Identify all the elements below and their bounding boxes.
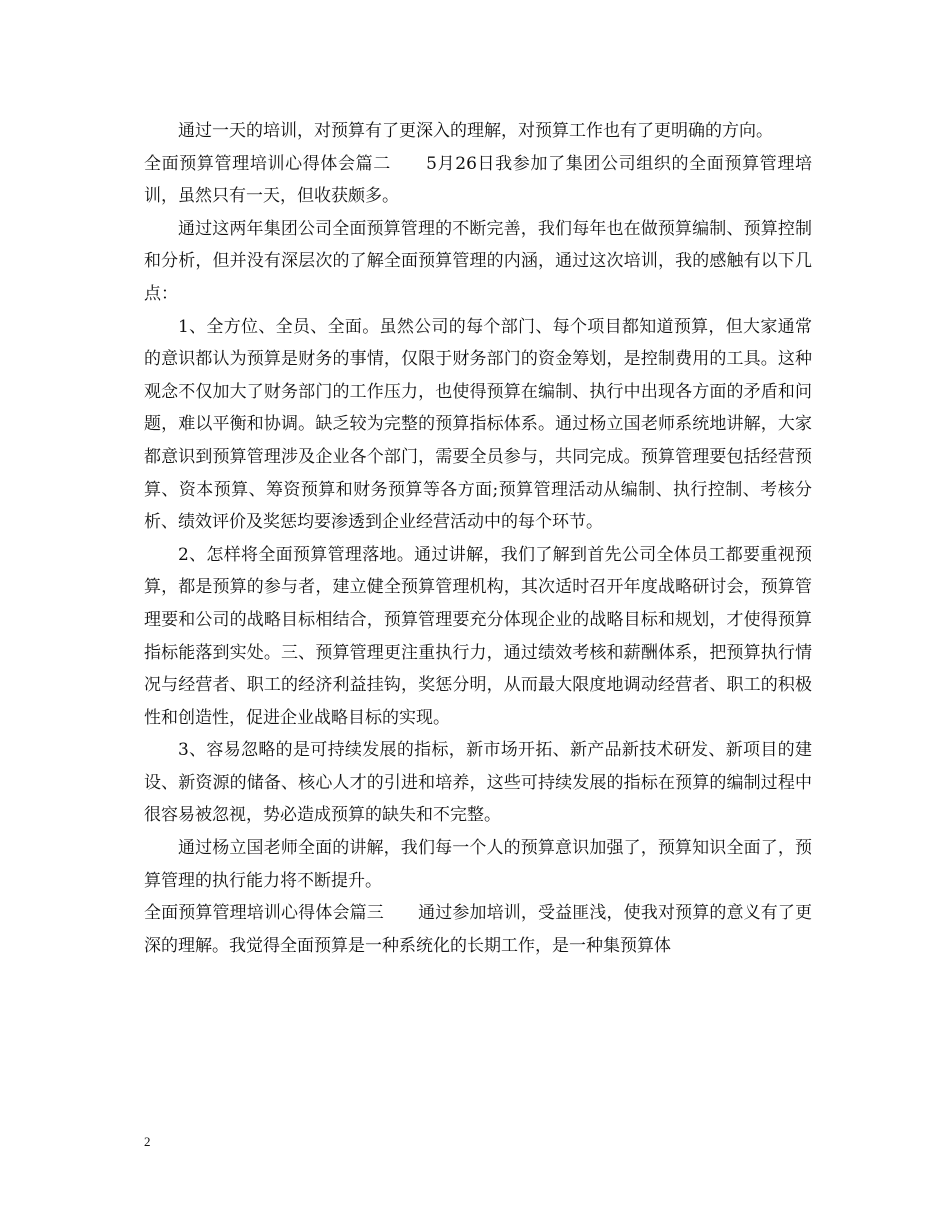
page-number: 2: [144, 1134, 151, 1149]
paragraph-point-three: 3、容易忽略的是可持续发展的指标，新市场开拓、新产品新技术研发、新项目的建设、新资源的储备、核心人才的引进和培养，这些可持续发展的指标在预算的编制过程中很容易被忽视，势必造成预算的缺失和不完整。: [144, 740, 812, 826]
paragraph-article-two-heading: 全面预算管理培训心得体会篇二 5月26日我参加了集团公司组织的全面预算管理培训，虽然只有一天，但收获颇多。: [144, 153, 812, 207]
paragraph-training-direction: 通过一天的培训，对预算有了更深入的理解，对预算工作也有了更明确的方向。: [178, 121, 773, 141]
paragraph-conclusion: 通过杨立国老师全面的讲解，我们每一个人的预算意识加强了，预算知识全面了，预算管理的执行能力将不断提升。: [144, 838, 812, 891]
document-body: [144, 115, 812, 962]
paragraph-point-two: 2、怎样将全面预算管理落地。通过讲解，我们了解到首先公司全体员工都要重视预算，都是预算的参与者，建立健全预算管理机构，其次适时召开年度战略研讨会，预算管理要和公司的战略目标相结合，预算管理要充分体现企业的战略目标和规划，才使得预算指标能落到实处。三、预算管理更注重执行力，通过绩效考核和薪酬体系，把预算执行情况与经营者、职工的经济利益挂钩，奖惩分明，从而最大限度地调动经营者、职工的积极性和创造性，促进企业战略目标的实现。: [144, 544, 812, 728]
paragraph-group-budget-improvement: 通过这两年集团公司全面预算管理的不断完善，我们每年也在做预算编制、预算控制和分析，但并没有深层次的了解全面预算管理的内涵，通过这次培训，我的感触有以下几点：: [144, 218, 812, 304]
paragraph-article-three-heading: 全面预算管理培训心得体会篇三 通过参加培训，受益匪浅，使我对预算的意义有了更深的理解。我觉得全面预算是一种系统化的长期工作，是一种集预算体: [144, 903, 812, 956]
paragraph-point-one: 1、全方位、全员、全面。虽然公司的每个部门、每个项目都知道预算，但大家通常的意识都认为预算是财务的事情，仅限于财务部门的资金筹划，是控制费用的工具。这种观念不仅加大了财务部门的工作压力，也使得预算在编制、执行中出现各方面的矛盾和问题，难以平衡和协调。缺乏较为完整的预算指标体系。通过杨立国老师系统地讲解，大家都意识到预算管理涉及企业各个部门，需要全员参与，共同完成。预算管理要包括经营预算、资本预算、筹资预算和财务预算等各方面;预算管理活动从编制、执行控制、考核分析、绩效评价及奖惩均要渗透到企业经营活动中的每个环节。: [144, 316, 812, 533]
